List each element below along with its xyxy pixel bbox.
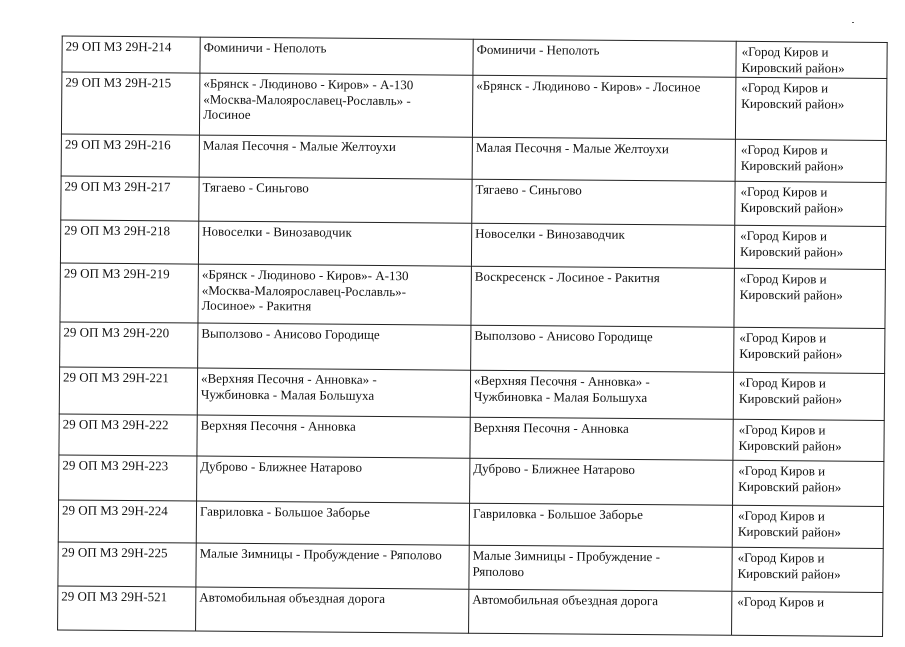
road-code-cell: 29 ОП МЗ 29Н-215 [61,71,199,134]
road-code-cell: 29 ОП МЗ 29Н-220 [59,321,197,367]
road-code-cell: 29 ОП МЗ 29Н-217 [60,175,198,220]
road-name-cell: «Брянск - Людиново - Киров» - А-130 «Москва-Малоярославец-Рославль» - Лосиное [199,73,472,137]
road-name-cell: Тягаево - Синьгово [198,177,471,223]
table-row [57,541,883,591]
district-cell: «Город Киров и Кировский район» [735,139,887,182]
table-row [59,366,885,419]
table-row [58,413,884,460]
district-cell: «Город Киров и Кировский район» [734,225,886,269]
district-cell: «Город Киров и Кировский район» [731,547,883,592]
road-name-new-cell: Автомобильная объездная дорога [468,589,731,636]
road-name-cell: Фоминичи - Неполоть [199,37,472,75]
district-cell: «Город Киров и Кировский район» [732,460,884,506]
road-name-cell: Гавриловка - Большое Заборье [196,501,469,545]
road-code-cell: 29 ОП МЗ 29Н-219 [59,262,197,322]
district-cell: «Город Киров и Кировский район» [733,268,885,328]
road-code-cell: 29 ОП МЗ 29Н-223 [58,454,196,500]
table-row [60,175,886,225]
road-name-cell: Дуброво - Ближнее Натарово [196,456,469,503]
road-name-new-cell: Гавриловка - Большое Заборье [469,503,732,547]
road-code-cell: 29 ОП МЗ 29Н-225 [57,541,195,586]
road-name-new-cell: Дуброво - Ближнее Натарово [469,458,732,505]
district-cell: «Город Киров и Кировский район» [735,41,887,78]
table-row [58,454,884,505]
road-name-cell: «Верхняя Песочня - Анновка» - Чужбиновка - Малая Большуха [197,368,470,417]
district-cell: «Город Киров и Кировский район» [733,372,885,420]
district-cell: «Город Киров и Кировский район» [732,419,884,461]
road-name-new-cell: Малые Зимницы - Пробуждение - Ряполово [468,545,731,591]
table-row [61,133,887,181]
road-code-cell: 29 ОП МЗ 29Н-221 [59,366,197,414]
road-code-cell: 29 ОП МЗ 29Н-216 [61,133,199,176]
road-name-cell: Малые Зимницы - Пробуждение - Ряполово [195,543,468,589]
road-name-cell: Новоселки - Винозаводчик [198,221,471,266]
road-name-cell: «Брянск - Людиново - Киров»- А-130 «Москва-Малоярославец-Рославль»- Лосиное» - Ракитня [197,264,470,325]
district-cell: «Город Киров и Кировский район» [734,181,886,226]
district-cell: «Город Киров и Кировский район» [733,327,885,373]
road-name-cell: Автомобильная объездная дорога [195,587,468,634]
district-cell: «Город Киров и Кировский район» [735,77,887,140]
table-row [60,219,886,268]
table-row [58,499,884,547]
road-code-cell: 29 ОП МЗ 29Н-214 [61,35,199,72]
road-name-new-cell: Малая Песочня - Малые Желтоухи [472,137,735,181]
road-name-new-cell: Воскресенск - Лосиное - Ракитня [470,266,733,327]
road-name-cell: Верхняя Песочня - Анновка [196,415,469,458]
road-code-cell: 29 ОП МЗ 29Н-224 [58,499,196,542]
road-code-cell: 29 ОП МЗ 29Н-222 [58,413,196,455]
road-name-cell: Малая Песочня - Малые Желтоухи [199,135,472,179]
road-name-new-cell: Новоселки - Винозаводчик [471,223,734,268]
table-row [61,71,887,139]
table-row [57,585,883,636]
road-name-new-cell: «Брянск - Людиново - Киров» - Лосиное [472,75,735,139]
road-name-new-cell: Верхняя Песочня - Анновка [469,417,732,460]
road-name-new-cell: Фоминичи - Неполоть [472,39,735,77]
road-code-cell: 29 ОП МЗ 29Н-218 [60,219,198,263]
district-cell: «Город Киров и Кировский район» [732,505,884,548]
road-code-cell: 29 ОП МЗ 29Н-521 [57,585,195,631]
road-name-new-cell: Тягаево - Синьгово [471,179,734,225]
road-name-new-cell: Выползово - Анисово Городище [470,325,733,372]
table-row [59,321,885,372]
table-row [59,262,885,327]
district-cell: «Город Киров и [731,591,883,637]
road-name-new-cell: «Верхняя Песочня - Анновка» - Чужбиновка - Малая Большуха [470,370,733,419]
road-name-cell: Выползово - Анисово Городище [197,323,470,370]
